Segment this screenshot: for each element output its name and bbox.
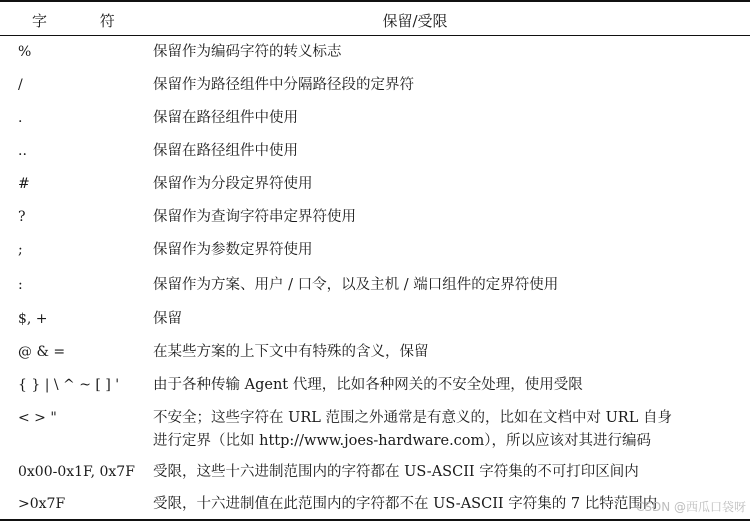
desc-cell: 不安全；这些字符在 URL 范围之外通常是有意义的，比如在文档中对 URL 自身 [153,410,672,426]
table-row [0,305,750,337]
header-restriction: 保留/受限 [382,12,448,30]
table-row [0,459,750,489]
char-cell: < > " [18,410,57,426]
char-cell: @ & = [18,344,66,360]
table-row [0,170,750,202]
table-row [0,104,750,136]
desc-cell: 保留作为参数定界符使用 [153,242,313,258]
char-cell: 0x00-0x1F, 0x7F [18,464,135,480]
table-row [0,236,750,268]
char-cell: ? [18,209,26,225]
desc-cell: 保留作为编码字符的转义标志 [153,44,342,60]
watermark: CSDN @西瓜口袋呀 [635,500,746,514]
table-row [0,71,750,103]
desc-cell: 保留在路径组件中使用 [153,143,298,159]
desc-cell: 受限，十六进制值在此范围内的字符都不在 US-ASCII 字符集的 7 比特范围内 [153,496,658,512]
char-cell: / [18,77,23,93]
char-cell: : [18,277,23,293]
header-char: 字 符 [32,12,139,30]
desc-cell: 在某些方案的上下文中有特殊的含义，保留 [153,344,429,360]
table-row [0,203,750,235]
desc-cell: 保留作为分段定界符使用 [153,176,313,192]
char-cell: { } | \ ^ ~ [ ] ' [18,377,120,393]
desc-cell: 保留作为查询字符串定界符使用 [153,209,356,225]
table-row [0,137,750,169]
char-cell: . [18,110,23,126]
table-row [0,404,750,456]
char-cell: ; [18,242,23,258]
char-cell: # [18,176,30,192]
table-row [0,271,750,303]
table-row [0,38,750,70]
char-cell: % [18,44,32,60]
table-row [0,338,750,370]
desc-cell: 保留作为方案、用户 / 口令，以及主机 / 端口组件的定界符使用 [153,277,559,293]
desc-cell: 受限，这些十六进制范围内的字符都在 US-ASCII 字符集的不可打印区间内 [153,464,639,480]
char-cell: .. [18,143,27,159]
desc-cell: 保留在路径组件中使用 [153,110,298,126]
char-cell: >0x7F [18,496,66,512]
desc-cell: 由于各种传输 Agent 代理，比如各种网关的不安全处理，使用受限 [153,377,583,393]
char-cell: $, + [18,311,48,327]
desc-cell: 保留 [153,311,182,327]
table-row [0,371,750,403]
desc-cell: 保留作为路径组件中分隔路径段的定界符 [153,77,414,93]
desc-cell-line2: 进行定界（比如 http://www.joes-hardware.com），所以应该对其进行编码 [153,433,652,449]
table-header [0,0,750,36]
